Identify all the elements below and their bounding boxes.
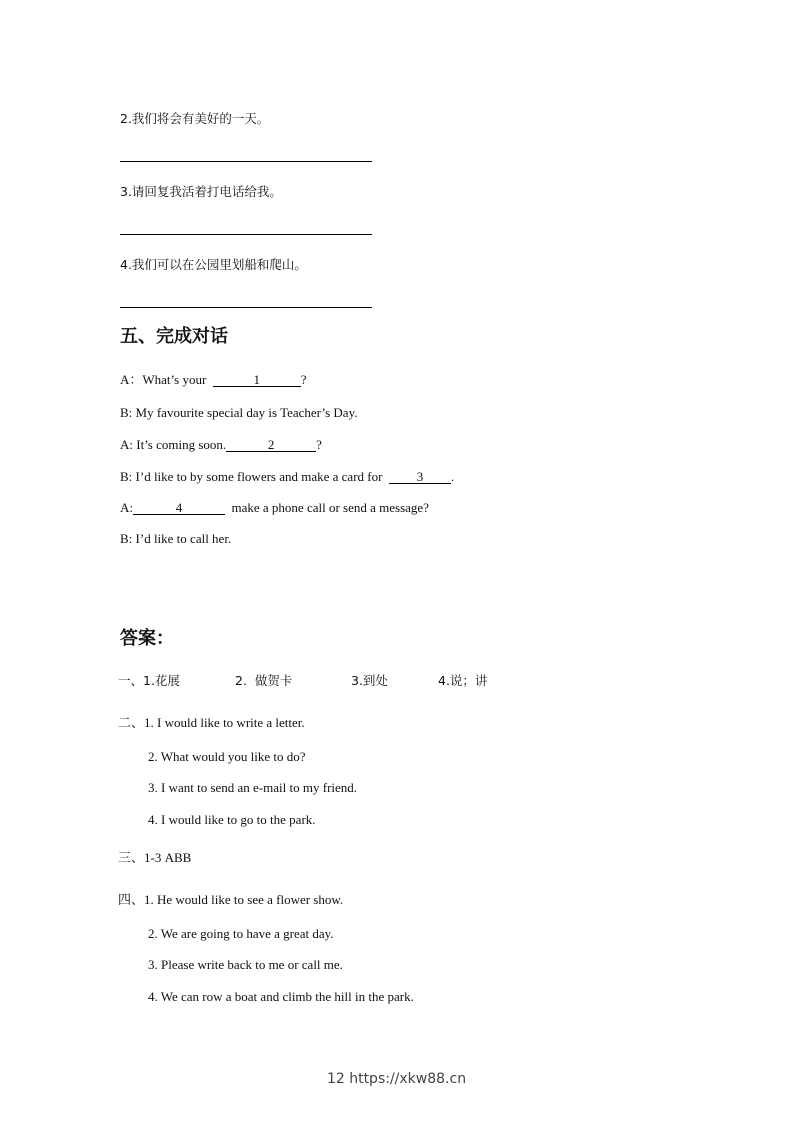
dialog-line	[120, 437, 322, 453]
answer-3: 三、1-3 ABB	[118, 850, 192, 865]
text: A:	[120, 500, 133, 515]
blank-3: 3	[389, 470, 451, 484]
answer-2: 4. I would like to go to the park.	[148, 812, 316, 827]
answer-1-4: 4.说；讲	[438, 673, 488, 688]
blank-4: 4	[133, 501, 225, 515]
text: make a phone call or send a message?	[225, 500, 429, 515]
sentence-2: 2.我们将会有美好的一天。	[120, 111, 270, 126]
answer-line	[120, 307, 372, 308]
answer-line	[120, 161, 372, 162]
dialog-line	[120, 500, 429, 516]
answer-4: 4. We can row a boat and climb the hill in the park.	[148, 989, 414, 1004]
answer-1-3: 3.到处	[351, 673, 388, 688]
blank-2: 2	[226, 438, 316, 452]
answer-4: 3. Please write back to me or call me.	[148, 957, 343, 972]
answer-2: 二、1. I would like to write a letter.	[118, 715, 305, 730]
sentence-3: 3.请回复我活着打电话给我。	[120, 184, 282, 199]
answer-4: 四、1. He would like to see a flower show.	[118, 892, 344, 907]
text: A：What’s your	[120, 372, 210, 387]
dialog-line	[120, 369, 307, 388]
answer-4: 2. We are going to have a great day.	[148, 926, 334, 941]
page-footer: 12 https://xkw88.cn	[326, 1071, 467, 1087]
text: ?	[300, 372, 307, 387]
section-title: 五、完成对话	[120, 326, 228, 347]
text: B: I’d like to by some flowers and make a card for	[120, 469, 386, 484]
answers-title: 答案：	[120, 628, 174, 649]
sentence-4: 4.我们可以在公园里划船和爬山。	[120, 257, 307, 272]
answer-2: 3. I want to send an e-mail to my friend.	[148, 780, 358, 795]
answer-2: 2. What would you like to do?	[148, 749, 306, 764]
answer-1-1: 一、1.花展	[118, 673, 180, 688]
blank-1: 1	[213, 373, 301, 387]
text: ?	[316, 437, 322, 452]
dialog-line: B: My favourite special day is Teacher’s Day.	[120, 405, 358, 420]
dialog-line: B: I’d like to call her.	[120, 531, 232, 546]
dialog-line	[120, 469, 454, 485]
text: .	[450, 469, 455, 484]
answer-line	[120, 234, 372, 235]
text: A: It’s coming soon.	[120, 437, 227, 452]
answer-1-2: 2. 做贺卡	[235, 673, 293, 688]
